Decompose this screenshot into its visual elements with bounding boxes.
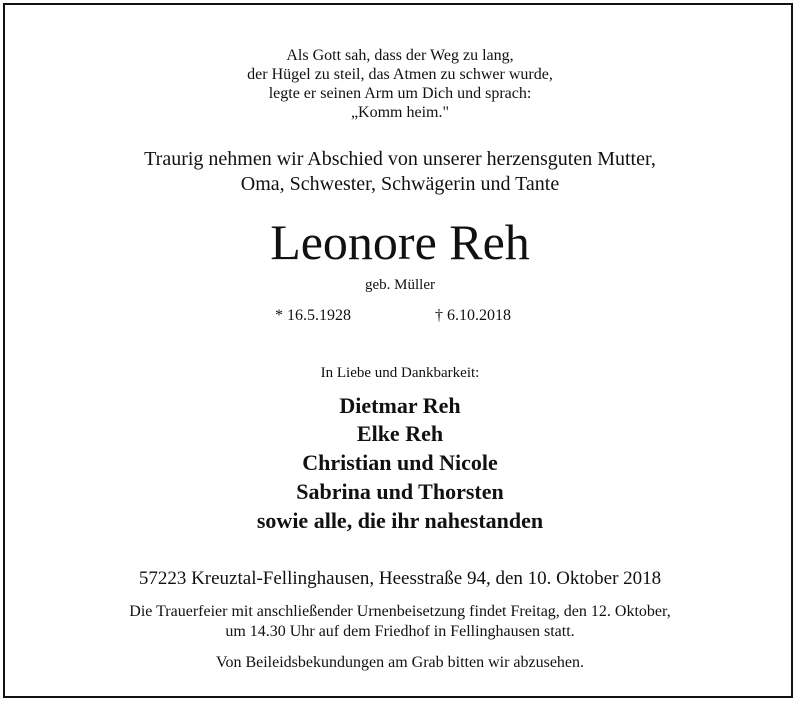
mourners-heading: In Liebe und Dankbarkeit: (320, 365, 480, 381)
mourner-name: Dietmar Reh (339, 393, 461, 418)
condolence-note: Von Beileidsbekundungen am Grab bitten wir abzusehen. (215, 654, 585, 671)
intro-line-1: Traurig nehmen wir Abschied von unserer herzensguten Mutter, (144, 148, 656, 170)
deceased-name: Leonore Reh (270, 214, 530, 270)
intro-line-2: Oma, Schwester, Schwägerin und Tante (240, 173, 560, 195)
mourner-name: sowie alle, die ihr nahestanden (256, 508, 544, 533)
mourner-name: Sabrina und Thorsten (296, 479, 504, 504)
poem-line-1: Als Gott sah, dass der Weg zu lang, (286, 47, 514, 64)
ceremony-line-2: um 14.30 Uhr auf dem Friedhof in Fellinghausen statt. (225, 623, 575, 640)
life-dates (0, 306, 800, 325)
address-line: 57223 Kreuztal-Fellinghausen, Heesstraße 94, den 10. Oktober 2018 (138, 568, 662, 589)
poem-line-2: der Hügel zu steil, das Atmen zu schwer wurde, (247, 66, 553, 83)
poem-line-3: legte er seinen Arm um Dich und sprach: (268, 85, 532, 102)
poem-line-4: „Komm heim." (350, 104, 450, 121)
birth-date: * 16.5.1928 (275, 307, 351, 324)
death-date: † 6.10.2018 (435, 307, 511, 324)
mourner-name: Christian und Nicole (302, 450, 498, 475)
mourner-name: Elke Reh (356, 421, 444, 446)
ceremony-line-1: Die Trauerfeier mit anschließender Urnenbeisetzung findet Freitag, den 12. Oktober, (129, 603, 671, 620)
birth-name: geb. Müller (365, 277, 435, 293)
